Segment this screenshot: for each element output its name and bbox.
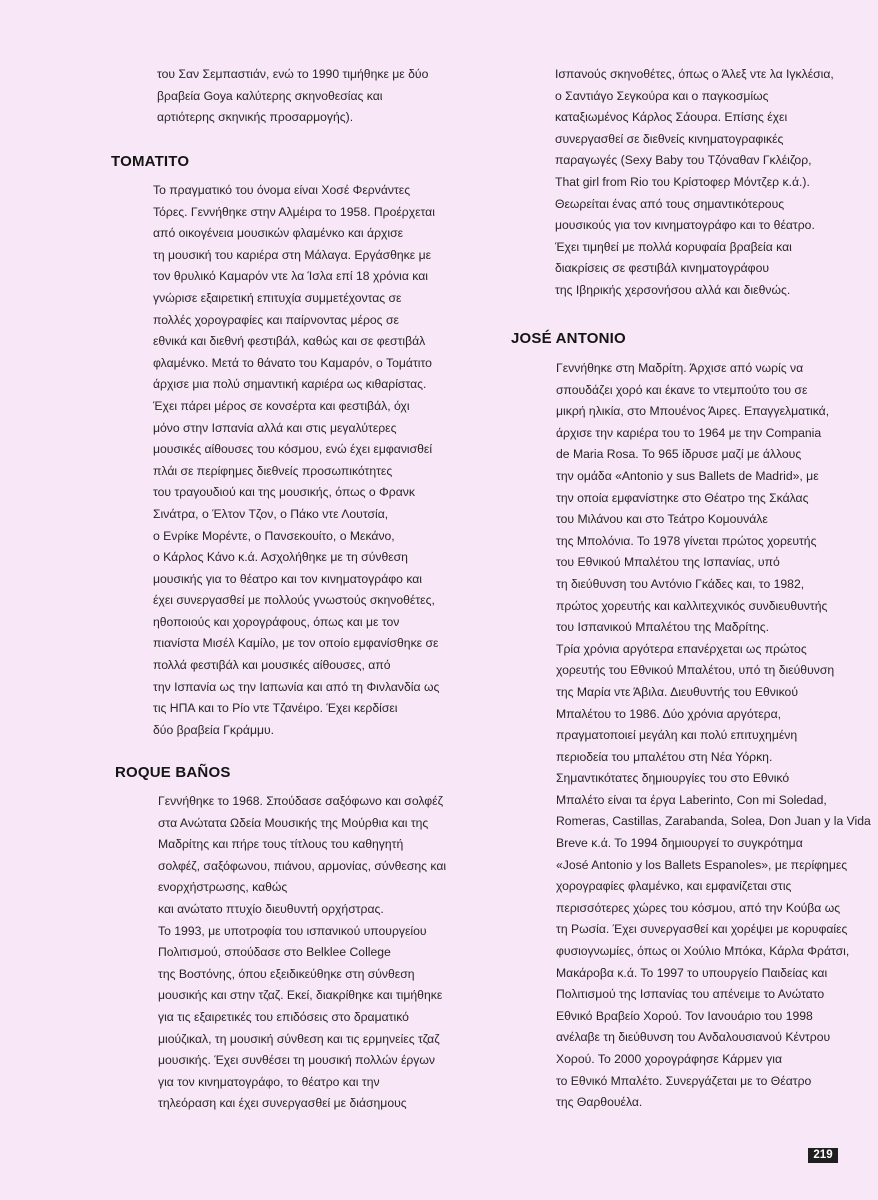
- text-line: μουσικές αίθουσες του κόσμου, ενώ έχει εμφανισθεί: [153, 442, 433, 457]
- text-line: Γεννήθηκε το 1968. Σπούδασε σαξόφωνο και σολφέζ: [158, 794, 443, 808]
- text-line: Μακάροβα κ.ά. Το 1997 το υπουργείο Παιδείας και: [556, 965, 828, 980]
- text-line: έχει συνεργασθεί με πολλούς γνωστούς σκηνοθέτες,: [153, 593, 435, 608]
- text-line: Μπαλέτο είναι τα έργα Laberinto, Con mi Soledad,: [556, 792, 827, 807]
- text-line: την οποία εμφανίστηκε στο Θέατρο της Σκάλας: [556, 490, 809, 505]
- text-line: de Maria Rosa. Το 965 ίδρυσε μαζί με άλλους: [556, 447, 802, 462]
- text-line: χορευτής του Εθνικού Μπαλέτου, υπό τη διεύθυνση: [556, 663, 835, 678]
- text-line: τηλεόραση και έχει συνεργασθεί με διάσημους: [158, 1096, 407, 1111]
- text-line: μουσικής για το θέατρο και τον κινηματογράφο και: [153, 571, 423, 586]
- text-line: παραγωγές (Sexy Baby του Τζόναθαν Γκλέιζορ,: [555, 153, 812, 168]
- text-line: Το 1993, με υποτροφία του ισπανικού υπουργείου: [158, 923, 427, 938]
- text-line: πολλές χορογραφίες και παίρνοντας μέρος σε: [153, 312, 399, 327]
- text-line: ο Σαντιάγο Σεγκούρα και ο παγκοσμίως: [555, 88, 769, 103]
- text-line: Τόρες. Γεννήθηκε στην Αλμέιρα το 1958. Προέρχεται: [153, 204, 435, 219]
- text-line: μικρή ηλικία, στο Μπουένος Άιρες. Επαγγελματικά,: [556, 404, 830, 419]
- text-line: την Ισπανία ως την Ιαπωνία και από τη Φινλανδία ως: [153, 679, 440, 694]
- text-line: βραβεία Goya καλύτερης σκηνοθεσίας και: [157, 88, 383, 103]
- text-line: του Ισπανικού Μπαλέτου της Μαδρίτης.: [556, 620, 769, 635]
- text-line: μουσικούς για τον κινηματογράφο και το θέατρο.: [555, 218, 815, 233]
- text-line: Μαδρίτης και πήρε τους τίτλους του καθηγητή: [158, 837, 404, 852]
- text-line: ο Κάρλος Κάνο κ.ά. Ασχολήθηκε με τη σύνθεση: [153, 550, 408, 565]
- text-line: και ανώτατο πτυχίο διευθυντή ορχήστρας.: [158, 901, 384, 916]
- text-line: πιανίστα Μισέλ Καμίλο, με τον οποίο εμφανίσθηκε σε: [153, 636, 439, 651]
- text-line: Εθνικό Βραβείο Χορού. Τον Ιανουάριο του 1998: [556, 1008, 813, 1023]
- text-line: για τις εξαιρετικές του επιδόσεις στο δραματικό: [158, 1009, 409, 1024]
- jose-antonio-paragraph: [556, 358, 871, 1114]
- text-line: φλαμένκο. Μετά το θάνατο του Καμαρόν, ο Τομάτιτο: [153, 355, 432, 370]
- text-line: γνώρισε εξαιρετική επιτυχία συμμετέχοντας σε: [153, 290, 402, 305]
- text-line: Θεωρείται ένας από τους σημαντικότερους: [555, 196, 785, 211]
- intro-paragraph: [157, 64, 428, 129]
- heading-roque-banos: ROQUE BAÑOS: [115, 764, 231, 781]
- text-line: ηθοποιούς και χορογράφους, όπως και με τον: [153, 614, 400, 629]
- text-line: πραγματοποιεί μεγάλη και πολύ επιτυχημένη: [556, 728, 798, 743]
- text-line: φυσιογνωμίες, όπως οι Χούλιο Μπόκα, Κάρλα Φράτσι,: [556, 944, 850, 959]
- text-line: Γεννήθηκε στη Μαδρίτη. Άρχισε από νωρίς να: [556, 361, 804, 375]
- text-line: Χορού. Το 2000 χορογράφησε Κάρμεν για: [556, 1052, 782, 1066]
- text-line: συνεργασθεί σε διεθνείς κινηματογραφικές: [555, 131, 784, 146]
- text-line: της Ιβηρικής χερσονήσου αλλά και διεθνώς.: [555, 282, 791, 297]
- text-line: για τον κινηματογράφο, το θέατρο και την: [158, 1074, 380, 1089]
- text-line: Σημαντικότατες δημιουργίες του στο Εθνικό: [556, 771, 790, 786]
- text-line: διακρίσεις σε φεστιβάλ κινηματογράφου: [555, 261, 770, 276]
- continued-paragraph: [555, 64, 834, 302]
- text-line: στα Ανώτατα Ωδεία Μουσικής της Μούρθια και της: [158, 815, 429, 830]
- text-line: ενορχήστρωσης, καθώς: [158, 880, 288, 895]
- text-line: That girl from Rio του Κρίστοφερ Μόντζερ κ.ά.).: [555, 174, 810, 189]
- text-line: του Εθνικού Μπαλέτου της Ισπανίας, υπό: [556, 555, 780, 570]
- text-line: τη Ρωσία. Έχει συνεργασθεί και χορέψει με κορυφαίες: [556, 922, 848, 937]
- text-line: άρχισε μια πολύ σημαντική καριέρα ως κιθαρίστας.: [153, 377, 427, 392]
- heading-tomatito: TOMATITO: [111, 153, 190, 170]
- text-line: Romeras, Castillas, Zarabanda, Solea, Don Juan y la Vida: [556, 814, 871, 829]
- text-line: του τραγουδιού και της μουσικής, όπως ο Φρανκ: [153, 485, 415, 500]
- text-line: της Μαρία ντε Άβιλα. Διευθυντής του Εθνικού: [556, 684, 798, 699]
- tomatito-paragraph: [153, 180, 439, 741]
- text-line: Το πραγματικό του όνομα είναι Χοσέ Φερνάντες: [153, 183, 411, 197]
- text-line: της Μπολόνια. Το 1978 γίνεται πρώτος χορευτής: [556, 533, 817, 548]
- text-line: «José Antonio y los Ballets Espanoles», με περίφημες: [556, 857, 848, 872]
- text-line: της Θαρθουέλα.: [556, 1095, 643, 1110]
- text-line: ο Ενρίκε Μορέντε, ο Πανσεκουίτο, ο Μεκάνο,: [153, 528, 395, 543]
- heading-jose-antonio: JOSÉ ANTONIO: [511, 330, 626, 347]
- text-line: μόνο στην Ισπανία αλλά και στις μεγαλύτερες: [153, 420, 397, 435]
- text-line: Τρία χρόνια αργότερα επανέρχεται ως πρώτος: [556, 641, 807, 656]
- text-line: πολλά φεστιβάλ και μουσικές αίθουσες, από: [153, 658, 391, 673]
- page-number: 219: [808, 1148, 838, 1163]
- text-line: καταξιωμένος Κάρλος Σάουρα. Επίσης έχει: [555, 110, 788, 125]
- text-line: μιούζικαλ, τη μουσική σύνθεση και τις ερμηνείες τζαζ: [158, 1031, 440, 1046]
- text-line: εθνικά και διεθνή φεστιβάλ, καθώς και σε φεστιβάλ: [153, 334, 426, 349]
- text-line: Πολιτισμού της Ισπανίας του απένειμε το Ανώτατο: [556, 987, 825, 1002]
- text-line: Ισπανούς σκηνοθέτες, όπως ο Άλεξ ντε λα Ιγκλέσια,: [555, 67, 834, 81]
- text-line: από οικογένεια μουσικών φλαμένκο και άρχισε: [153, 226, 404, 241]
- text-line: πλάι σε περίφημες διεθνείς προσωπικότητες: [153, 463, 393, 478]
- text-line: Breve κ.ά. Το 1994 δημιουργεί το συγκρότημα: [556, 836, 803, 851]
- text-line: του Μιλάνου και στο Τεάτρο Κομουνάλε: [556, 512, 768, 527]
- text-line: μουσικής. Έχει συνθέσει τη μουσική πολλών έργων: [158, 1053, 436, 1068]
- roque-banos-paragraph: [158, 791, 446, 1115]
- text-line: σπουδάζει χορό και έκανε το ντεμπούτο του σε: [556, 382, 808, 397]
- text-line: Μπαλέτου το 1986. Δύο χρόνια αργότερα,: [556, 706, 782, 721]
- text-line: χορογραφίες φλαμένκο, και εμφανίζεται στις: [556, 879, 792, 894]
- text-line: τη μουσική του καριέρα στη Μάλαγα. Εργάσθηκε με: [153, 247, 432, 262]
- text-line: Έχει τιμηθεί με πολλά κορυφαία βραβεία και: [555, 239, 792, 254]
- text-line: μουσικής και στην τζαζ. Εκεί, διακρίθηκε και τιμήθηκε: [158, 988, 443, 1003]
- text-line: Έχει πάρει μέρος σε κονσέρτα και φεστιβάλ, όχι: [153, 398, 410, 413]
- text-line: τον θρυλικό Καμαρόν ντε λα Ίσλα επί 18 χρόνια και: [153, 269, 428, 284]
- text-line: δύο βραβεία Γκράμμυ.: [153, 722, 275, 737]
- text-line: περισσότερες χώρες του κόσμου, από την Κούβα ως: [556, 900, 841, 915]
- text-line: τη διεύθυνση του Αντόνιο Γκάδες και, το 1982,: [556, 576, 805, 591]
- text-line: πρώτος χορευτής και καλλιτεχνικός συνδιευθυντής: [556, 598, 828, 613]
- text-line: σολφέζ, σαξόφωνου, πιάνου, αρμονίας, σύνθεσης και: [158, 858, 447, 873]
- text-line: του Σαν Σεμπαστιάν, ενώ το 1990 τιμήθηκε με δύο: [157, 67, 429, 81]
- text-line: Σινάτρα, ο Έλτον Τζον, ο Πάκο ντε Λουτσία,: [153, 506, 389, 521]
- text-line: περιοδεία του μπαλέτου στη Νέα Υόρκη.: [556, 749, 773, 764]
- text-line: άρχισε την καριέρα του το 1964 με την Compania: [556, 425, 822, 440]
- text-line: ανέλαβε τη διεύθυνση του Ανδαλουσιανού Κέντρου: [556, 1030, 831, 1045]
- text-line: αρτιότερης σκηνικής προσαρμογής).: [157, 110, 354, 125]
- text-line: Πολιτισμού, σπούδασε στο Belklee College: [158, 945, 391, 960]
- text-line: της Βοστόνης, όπου εξειδικεύθηκε στη σύνθεση: [158, 966, 415, 981]
- text-line: την ομάδα «Antonio y sus Ballets de Madrid», με: [556, 468, 819, 483]
- text-line: το Εθνικό Μπαλέτο. Συνεργάζεται με το Θέατρο: [556, 1073, 812, 1088]
- text-line: τις ΗΠΑ και το Ρίο ντε Τζανέιρο. Έχει κερδίσει: [153, 701, 398, 716]
